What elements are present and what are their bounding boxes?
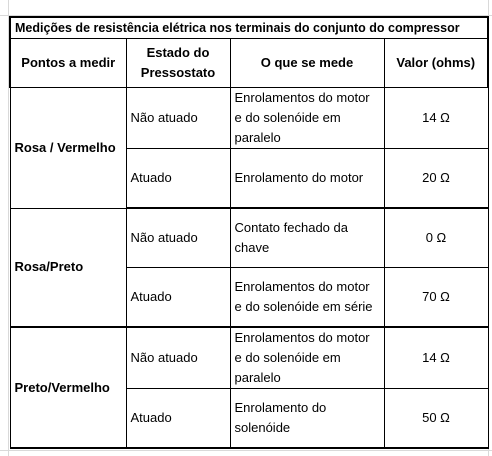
state-cell[interactable]: Atuado xyxy=(126,268,230,328)
value-cell[interactable]: 14 Ω xyxy=(384,88,488,149)
state-cell[interactable]: Atuado xyxy=(126,389,230,449)
state-cell[interactable]: Não atuado xyxy=(126,208,230,268)
header-cell-points[interactable]: Pontos a medir xyxy=(10,39,126,88)
header-cell-value[interactable]: Valor (ohms) xyxy=(384,39,488,88)
table-row xyxy=(10,327,488,389)
measured-item-cell[interactable]: Contato fechado da chave xyxy=(230,208,384,268)
value-cell[interactable]: 0 Ω xyxy=(384,208,488,268)
table-row xyxy=(10,208,488,268)
measured-item-cell[interactable]: Enrolamentos do motor e do solenóide em paralelo xyxy=(230,327,384,389)
measurement-table xyxy=(9,16,489,449)
measured-item-cell[interactable]: Enrolamentos do motor e do solenóide em série xyxy=(230,268,384,328)
table-title[interactable]: Medições de resistência elétrica nos terminais do conjunto do compressor xyxy=(10,17,488,39)
point-cell[interactable]: Preto/Vermelho xyxy=(10,327,126,448)
header-row xyxy=(10,39,488,88)
measured-item-cell[interactable]: Enrolamento do motor xyxy=(230,149,384,209)
value-cell[interactable]: 20 Ω xyxy=(384,149,488,209)
state-cell[interactable]: Não atuado xyxy=(126,327,230,389)
header-cell-what[interactable]: O que se mede xyxy=(230,39,384,88)
table-row xyxy=(10,88,488,149)
measured-item-cell[interactable]: Enrolamentos do motor e do solenóide em paralelo xyxy=(230,88,384,149)
grid-line xyxy=(0,450,492,451)
point-cell[interactable]: Rosa / Vermelho xyxy=(10,88,126,209)
value-cell[interactable]: 70 Ω xyxy=(384,268,488,328)
state-cell[interactable]: Atuado xyxy=(126,149,230,209)
state-cell[interactable]: Não atuado xyxy=(126,88,230,149)
value-cell[interactable]: 50 Ω xyxy=(384,389,488,449)
point-cell[interactable]: Rosa/Preto xyxy=(10,208,126,327)
header-cell-state[interactable]: Estado do Pressostato xyxy=(126,39,230,88)
value-cell[interactable]: 14 Ω xyxy=(384,327,488,389)
measured-item-cell[interactable]: Enrolamento do solenóide xyxy=(230,389,384,449)
